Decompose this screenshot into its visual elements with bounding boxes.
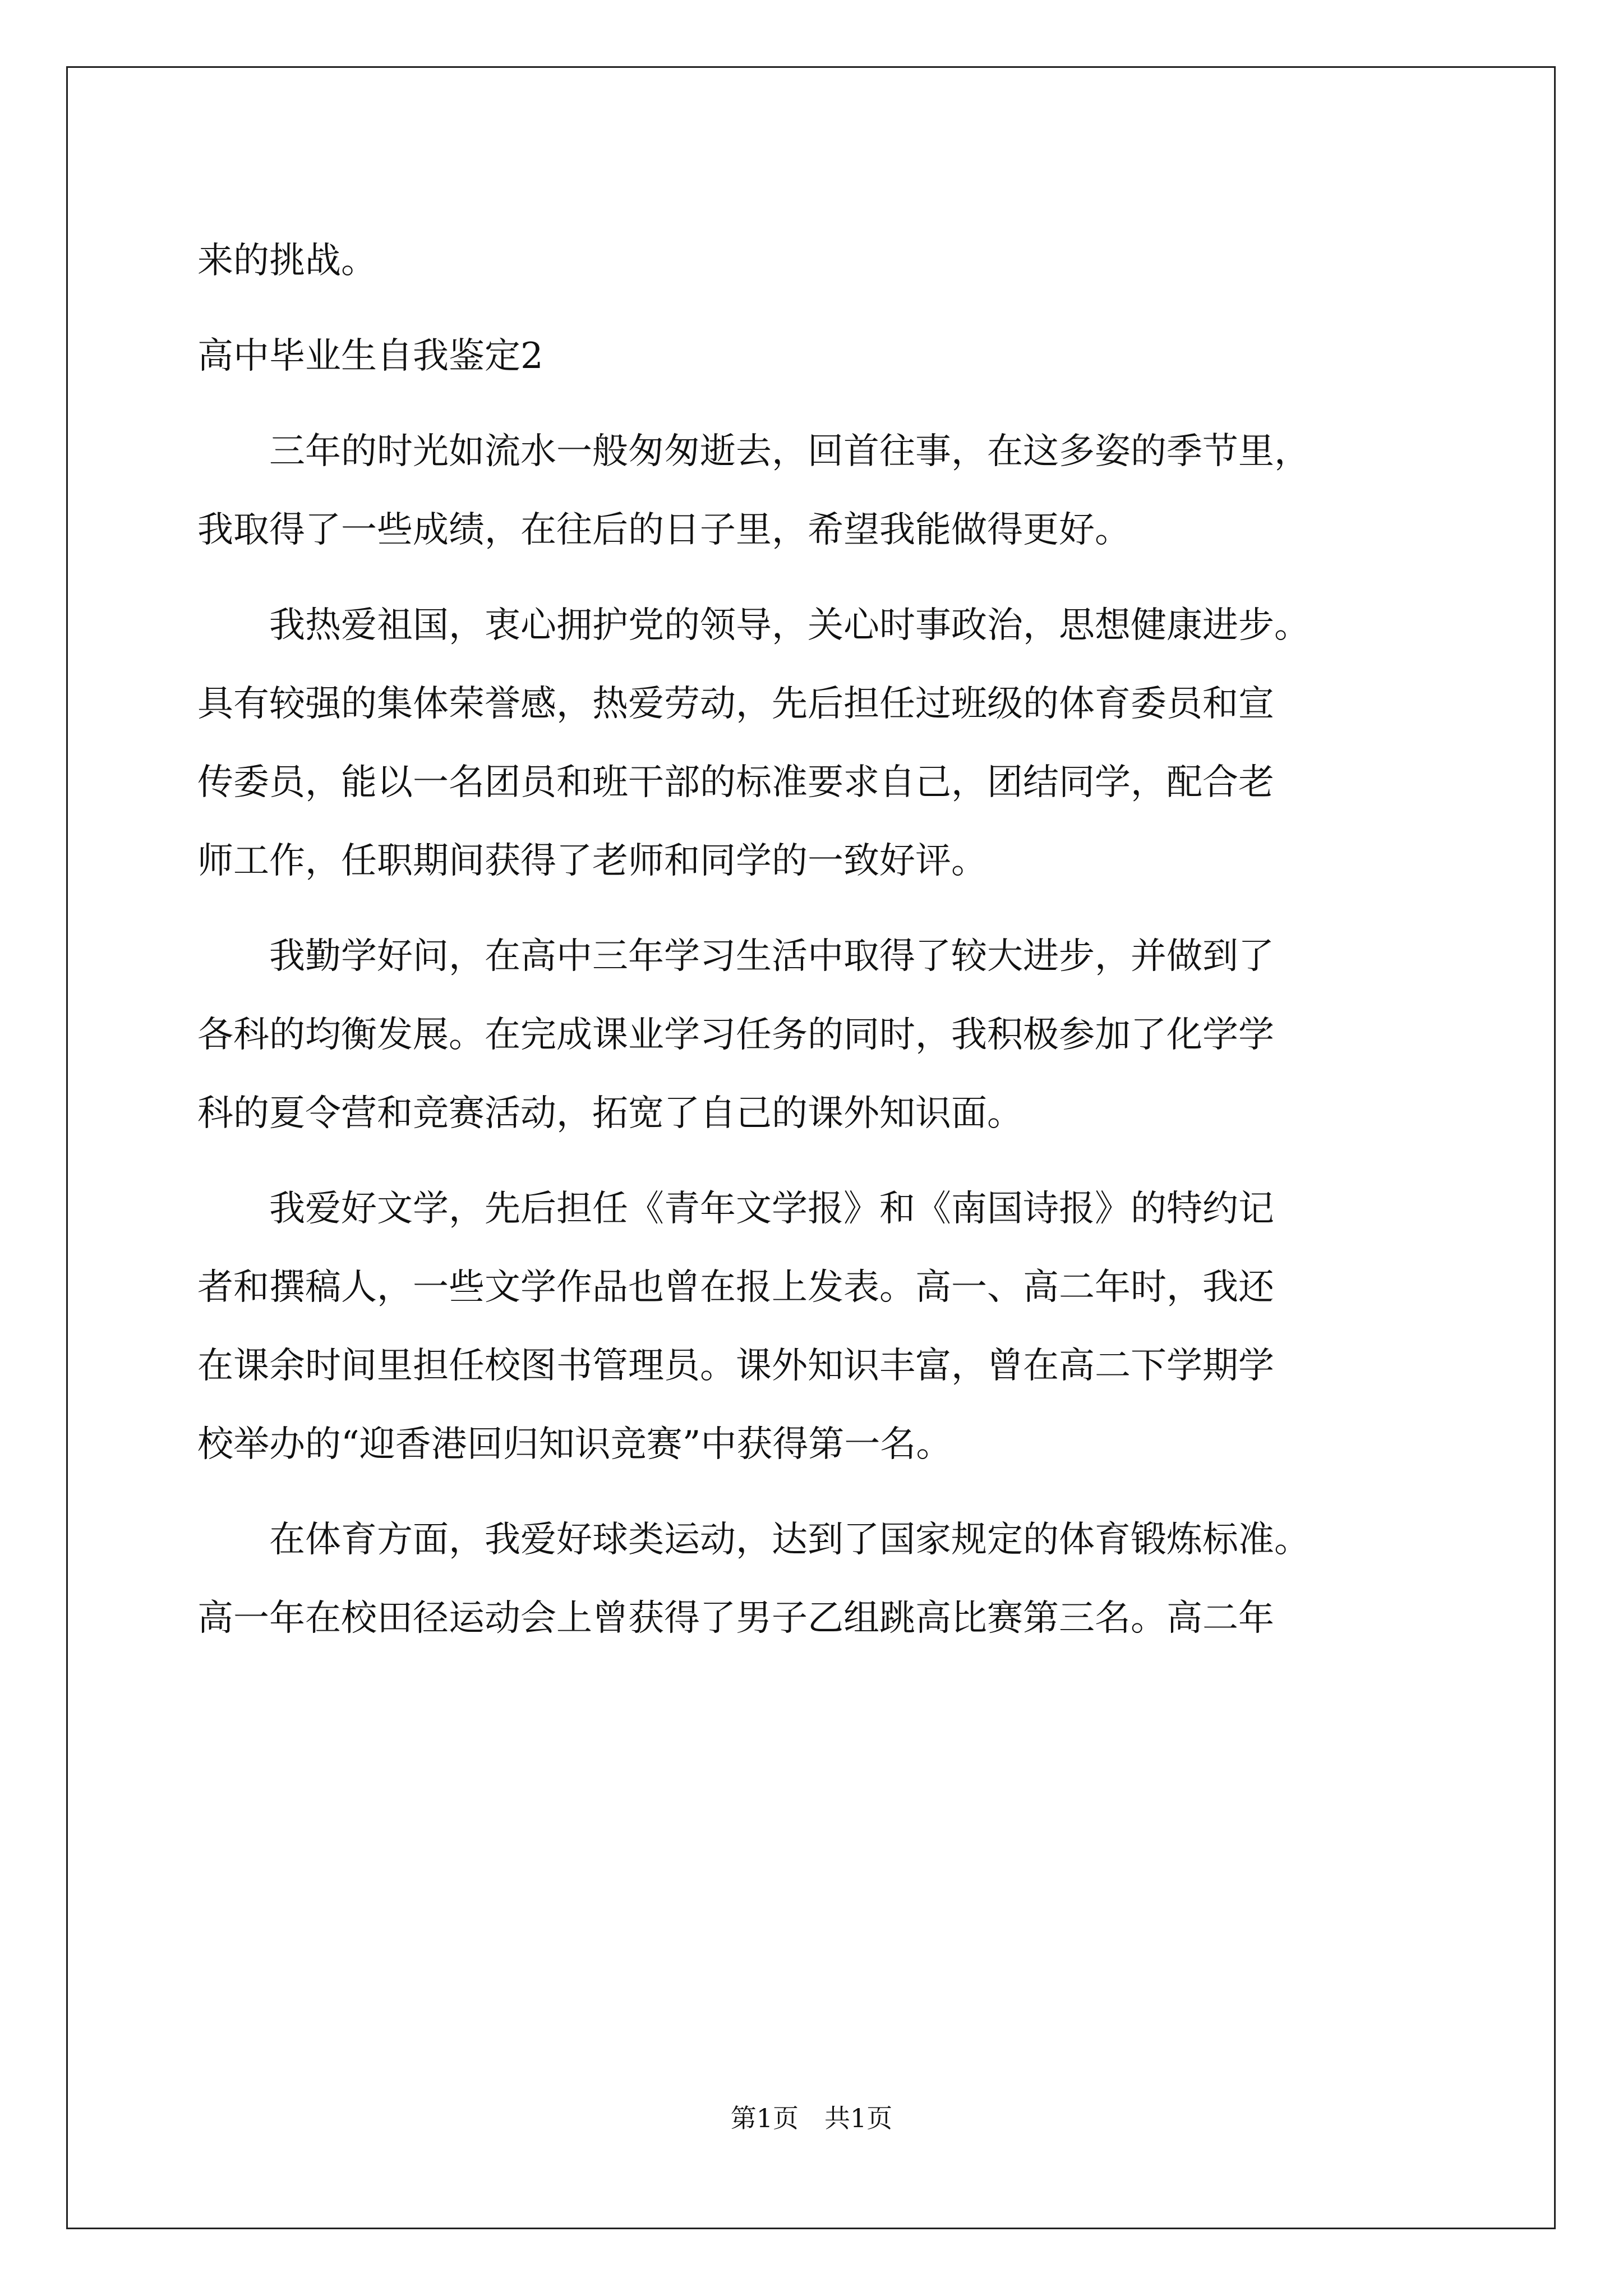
text-line: 来的挑战。 xyxy=(197,240,377,282)
text-line: 我取得了一些成绩，在往后的日子里，希望我能做得更好。 xyxy=(197,509,1131,551)
text-line: 我热爱祖国，衷心拥护党的领导，关心时事政治，思想健康进步。 xyxy=(197,605,1310,646)
text-line: 我爱好文学，先后担任《青年文学报》和《南国诗报》的特约记 xyxy=(197,1188,1274,1230)
text-line: 在体育方面，我爱好球类运动，达到了国家规定的体育锻炼标准。 xyxy=(197,1519,1310,1561)
text-line: 具有较强的集体荣誉感，热爱劳动，先后担任过班级的体育委员和宣 xyxy=(197,683,1274,725)
text-line: 在课余时间里担任校图书管理员。课外知识丰富，曾在高二下学期学 xyxy=(197,1345,1274,1387)
page-footer: 第1页 共1页 xyxy=(730,2103,893,2133)
section-heading: 高中毕业生自我鉴定2 xyxy=(197,335,543,377)
text-line: 科的夏令营和竞赛活动，拓宽了自己的课外知识面。 xyxy=(197,1093,1023,1134)
text-line: 三年的时光如流水一般匆匆逝去，回首往事，在这多姿的季节里， xyxy=(197,431,1310,472)
document-body xyxy=(197,222,1426,1658)
text-line: 各科的均衡发展。在完成课业学习任务的同时，我积极参加了化学学 xyxy=(197,1014,1274,1056)
text-line: 传委员，能以一名团员和班干部的标准要求自己，团结同学，配合老 xyxy=(197,762,1274,803)
text-line: 我勤学好问，在高中三年学习生活中取得了较大进步，并做到了 xyxy=(197,936,1274,977)
text-line: 校举办的“迎香港回归知识竞赛”中获得第一名。 xyxy=(197,1424,952,1465)
text-line: 者和撰稿人，一些文学作品也曾在报上发表。高一、高二年时，我还 xyxy=(197,1267,1274,1308)
text-line: 高一年在校田径运动会上曾获得了男子乙组跳高比赛第三名。高二年 xyxy=(197,1598,1274,1639)
text-line: 师工作，任职期间获得了老师和同学的一致好评。 xyxy=(197,840,987,882)
